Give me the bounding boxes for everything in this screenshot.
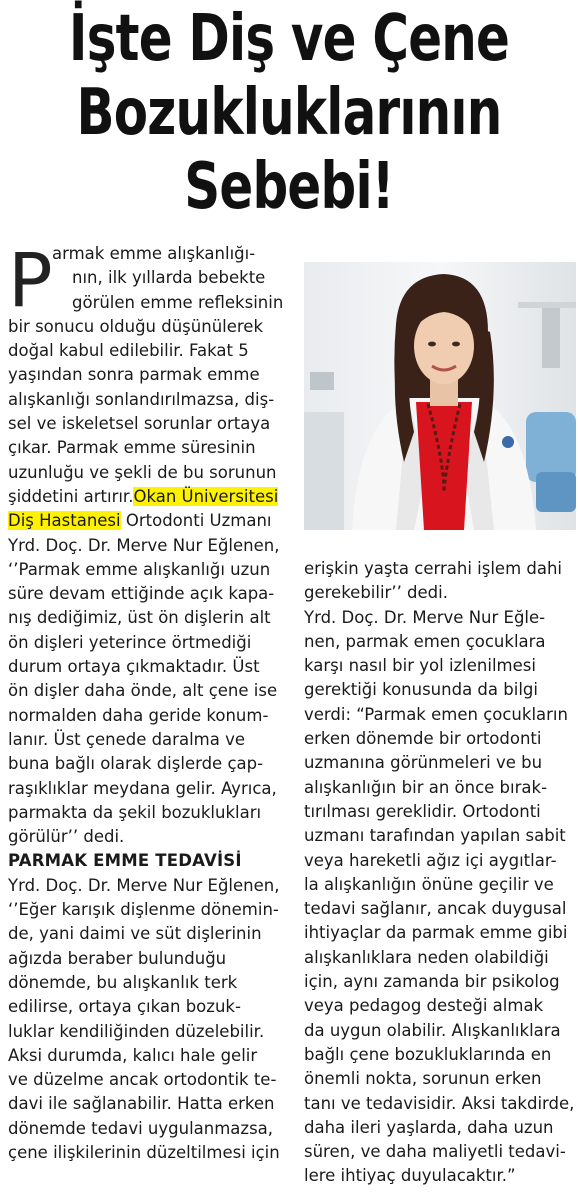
article-line: uzunluğu ve şekli de bu sorunun (8, 462, 277, 482)
article-line: bağlı çene bozukluklarında en (304, 1044, 552, 1064)
article-line: durum ortaya çıkmaktadır. Üst (8, 657, 260, 677)
article-line: tırılması gereklidir. Ortodonti (304, 801, 541, 821)
article-line: Yrd. Doç. Dr. Merve Nur Eğlenen, (8, 535, 280, 555)
article-line: ön dişler daha önde, alt çene ise (8, 681, 278, 701)
article-line: Yrd. Doç. Dr. Merve Nur Eğlenen, (8, 875, 280, 895)
article-line: gerektiği konusunda da bilgi (304, 680, 538, 700)
highlighted-hospital-name-1: Okan Üniversitesi (133, 486, 279, 506)
article-right-column (304, 557, 576, 1189)
article-line: davi ile sağlanabilir. Hatta erken (8, 1094, 275, 1114)
article-line: nın, ilk yıllarda bebekte (72, 268, 266, 288)
article-line: süre devam ettiğinde açık kapa- (8, 584, 275, 604)
article-line: ağızda beraber bulunduğu (8, 948, 227, 968)
article-line: da uygun olabilir. Alışkanlıklara (304, 1020, 561, 1040)
article-line: tanı ve tedavisidir. Aksi takdirde, (304, 1093, 575, 1113)
article-line: çene ilişkilerinin düzeltilmesi için (8, 1142, 280, 1162)
article-line: yaşından sonra parmak emme (8, 365, 260, 385)
article-line: nış dediğimiz, üst ön dişlerin alt (8, 608, 271, 628)
article-line: lere ihtiyaç duyulacaktır.” (304, 1166, 516, 1186)
article-line: de, yani daimi ve süt dişlerinin (8, 924, 262, 944)
article-line: Aksi durumda, kalıcı hale gelir (8, 1045, 258, 1065)
article-line: çıkar. Parmak emme süresinin (8, 438, 256, 458)
article-line: uzmanı tarafından yapılan sabit (304, 826, 566, 846)
article-line: bir sonucu olduğu düşünülerek (8, 316, 264, 336)
section-heading: PARMAK EMME TEDAVİSİ (8, 851, 242, 871)
article-line: için, aynı zamanda bir psikolog (304, 972, 560, 992)
headline-line-2: Bozukluklarının (76, 76, 502, 150)
article-line: süren, ve daha maliyetli tedavi- (304, 1142, 566, 1162)
article-line: ön dişleri yeterince örtmediği (8, 632, 252, 652)
article-line: görülen emme refleksinin (72, 292, 284, 312)
article-line: lanır. Üst çenede daralma ve (8, 729, 245, 749)
article-line: erken dönemde bir ortodonti (304, 729, 542, 749)
article-line: alışkanlıklara neden olabildiği (304, 947, 549, 967)
headline-line-3: Sebebi! (184, 150, 394, 224)
article-text: şiddetini artırır. (8, 486, 134, 506)
article-line: önemli nokta, sorunun erken (304, 1069, 542, 1089)
article-line: karşı nasıl bir yol izlenilmesi (304, 656, 536, 676)
article-line: verdi: “Parmak emen çocukların (304, 704, 568, 724)
article-line (8, 509, 290, 533)
article-line: Yrd. Doç. Dr. Merve Nur Eğle- (304, 607, 546, 627)
article-line: la alışkanlığın önüne geçilir ve (304, 874, 554, 894)
article-line: alışkanlığın bir an önce bırak- (304, 777, 548, 797)
article-line: veya pedagog desteği almak (304, 996, 544, 1016)
article-line: uzmanına görünmeleri ve bu (304, 753, 543, 773)
headline (64, 0, 515, 234)
article-line: ‘’Eğer karışık dişlenme dönemin- (8, 900, 279, 920)
article-line: dönemde, bu alışkanlık terk (8, 972, 238, 992)
article-line: daha ileri yaşlarda, daha uzun (304, 1117, 554, 1137)
doctor-photo (304, 262, 576, 530)
article-line: buna bağlı olarak dişlerde çap- (8, 754, 264, 774)
article-line: raşıklıklar meydana gelir. Ayrıca, (8, 778, 277, 798)
article-text: Ortodonti Uzmanı (120, 511, 272, 531)
article-line: parmakta da şekil bozuklukları (8, 802, 262, 822)
article-line: tedavi sağlanır, ancak duygusal (304, 899, 567, 919)
article-line: doğal kabul edilebilir. Fakat 5 (8, 341, 249, 361)
article-line: normalden daha geride konum- (8, 705, 269, 725)
article-line: nen, parmak emen çocuklara (304, 631, 546, 651)
drop-cap: P (8, 238, 53, 324)
article-line: luklar kendiliğinden düzelebilir. (8, 1021, 265, 1041)
article-line: alışkanlığı sonlandırılmazsa, diş- (8, 389, 275, 409)
article-line: dönemde tedavi uygulanmazsa, (8, 1118, 274, 1138)
article-line: sel ve iskeletsel sorunlar ortaya (8, 414, 271, 434)
highlighted-hospital-name-2: Diş Hastanesi (8, 511, 121, 531)
headline-line-1: İşte Diş ve Çene (68, 2, 510, 76)
article-line: ve düzelme ancak ortodontik te- (8, 1070, 277, 1090)
article-line: gerekebilir’’ dedi. (304, 583, 448, 603)
article-line: edilirse, ortaya çıkan bozuk- (8, 997, 241, 1017)
article-line: görülür’’ dedi. (8, 827, 125, 847)
article-line: ‘’Parmak emme alışkanlığı uzun (8, 559, 271, 579)
doctor-portrait-illustration (304, 262, 576, 530)
article-left-column (8, 238, 290, 1165)
article-line: ihtiyaçlar da parmak emme gibi (304, 923, 568, 943)
article-line: armak emme alışkanlığı- (52, 244, 256, 263)
article-line: veya hareketli ağız içi aygıtlar- (304, 850, 557, 870)
article-line: erişkin yaşta cerrahi işlem dahi (304, 559, 563, 578)
article-line (8, 485, 290, 509)
